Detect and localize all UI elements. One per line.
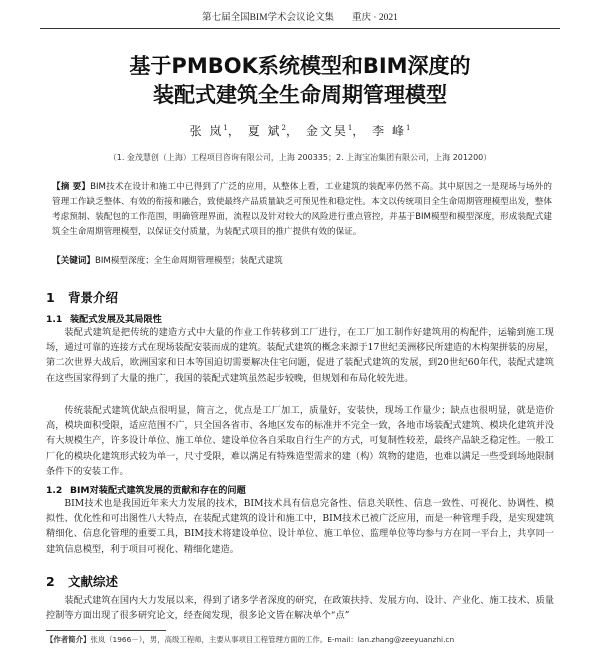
author-footnote [46, 634, 554, 646]
subsection-title: BIM对装配式建筑发展的贡献和存在的问题 [70, 485, 246, 496]
conference-location-year: 重庆 · 2021 [352, 13, 398, 23]
running-header [40, 10, 560, 29]
keywords [52, 254, 552, 269]
body-paragraph: BIM技术也是我国近年来大力发展的技术，BIM技术具有信息完备性、信息关联性、信息一致性、可视化、协调性、模拟性、优化性和可出图性八大特点，在装配式建筑的设计和施工中，BIM技术已被广泛应用，而是一种管理手段，是实现建筑精细化、信息化管理的重要工具，BIM技术将建设单位、设计单位、施工单位、监理单位等均参与方在同一平台上，共享同一建筑信息模型，利于项目可视化、精细化建造。 [46, 498, 554, 555]
footnote-text: 张岚（1966－），男，高级工程师，主要从事项目工程管理方面的工作。E-mail：lan.zhang@zeeyuanzhi.cn [90, 635, 455, 644]
author: 夏 斌$^2$ [247, 124, 286, 138]
affiliation: （1. 金茂慧创（上海）工程项目咨询有限公司，上海 200335；2. 上海宝冶集团有限公司，上海 201200） [108, 153, 492, 162]
section-title: 背景介绍 [68, 290, 119, 305]
author-list: 张 岚$^1$， 夏 斌$^2$， 金文昊$^1$， 李 峰$^1$ [189, 124, 411, 138]
section-title: 文献综述 [68, 574, 119, 589]
section-heading [46, 572, 118, 590]
title-line-1: 基于PMBOK系统模型和BIM深度的 [129, 54, 471, 78]
keywords-text: BIM模型深度；全生命周期管理模型；装配式建筑 [94, 256, 283, 266]
subsection-title: 装配式发展及其局限性 [70, 314, 162, 325]
conference-name: 第七届全国BIM学术会议论文集 [202, 13, 335, 23]
subsection-number: 1.1 [46, 314, 63, 325]
subsection-number: 1.2 [46, 485, 63, 496]
section-heading [46, 288, 118, 306]
keywords-label: 【关键词】 [52, 256, 95, 266]
author: 李 峰$^1$ [372, 124, 411, 138]
paper-title [40, 52, 560, 110]
body-paragraph: 装配式建筑是把传统的建造方式中大量的作业工作转移到工厂进行，在工厂加工制作好建筑用的构配件，运输到施工现场，通过可靠的连接方式在现场装配安装而成的建筑。装配式建筑的概念来源于17世纪美洲移民所建造的木构架拼装的房屋，第二次世界大战后，欧洲国家和日本等国迫切需要解决住宅问题，促进了装配式建筑的发展，到20世纪60年代，装配式建筑在这些国家得到了大量的推广，我国的装配式建筑虽然起步较晚，但规划和布局化较先进。 [46, 327, 554, 384]
body-paragraph: 装配式建筑在国内大力发展以来，得到了诸多学者深度的研究，在政策扶持、发展方向、设计、产业化、施工技术、质量控制等方面出现了很多研究论文，经查阅发现，很多论文皆在解决单个“点” [46, 595, 554, 622]
footnote-label: 【作者简介】 [46, 635, 91, 644]
section-number: 1 [46, 290, 55, 305]
subsection-heading [46, 311, 162, 325]
footnote-divider [46, 630, 166, 631]
author: 张 岚$^1$ [189, 124, 228, 138]
abstract-text: BIM技术在设计和施工中已得到了广泛的应用，从整体上看，工业建筑的装配率仍然不高。其中原因之一是现场与场外的管理工作缺乏整体、有效的衔接和融合，致使最终产品质量缺乏可预见性和稳定性。本文以传统项目全生命周期管理模型出发，整体考虑预制、装配包的工作范围，明确管理界面，流程以及针对较大的风险进行重点管控，并基于BIM模型和模型深度，形成装配式建筑全生命周期管理模型，以保证交付质量，为装配式项目的推广提供有效的保证。 [52, 182, 552, 237]
body-paragraph: 传统装配式建筑优缺点很明显，简言之，优点是工厂加工，质量好，安装快，现场工作量少；缺点也很明显，就是造价高，模块面积受限，适应范围不广，只全国各省市、各地区发布的标准并不完全一致，各地市场装配式建筑、模块化建筑并没有大规模生产，许多设计单位、施工单位、建设单位各自采取自行生产的方式，可复制性较差，最终产品缺乏稳定性。一般工厂化的模块化建筑形式较为单一，尺寸受限，难以满足有特殊造型需求的建（构）筑物的建造，也难以满足一些受到场地限制条件下的安装工作。 [46, 405, 554, 477]
subsection-heading [46, 482, 246, 496]
title-line-2: 装配式建筑全生命周期管理模型 [153, 83, 447, 107]
abstract-label: 【摘 要】 [52, 182, 91, 192]
abstract [52, 180, 552, 240]
author: 金文昊$^1$ [305, 124, 353, 138]
section-number: 2 [46, 574, 55, 589]
